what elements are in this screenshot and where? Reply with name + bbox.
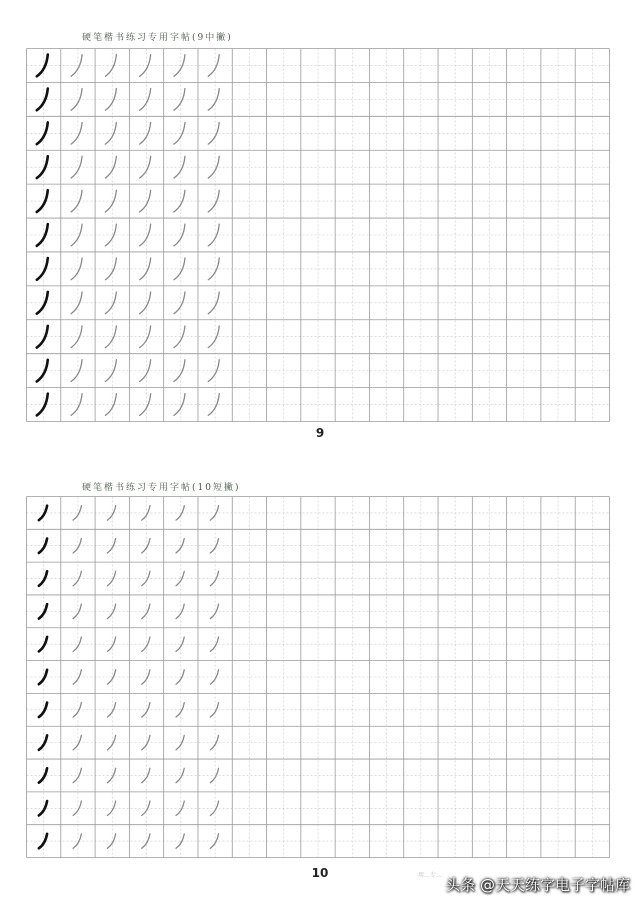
model-stroke xyxy=(37,89,48,111)
sheet-title: 硬笔楷书练习专用字帖(10短撇) xyxy=(82,483,241,493)
trace-stroke xyxy=(208,122,219,144)
trace-stroke xyxy=(140,89,151,111)
trace-stroke xyxy=(208,360,219,382)
trace-stroke xyxy=(208,224,219,246)
trace-stroke xyxy=(140,224,151,246)
trace-stroke xyxy=(140,394,151,416)
trace-stroke xyxy=(140,156,151,178)
watermark: 头条 @天天练字电子字帖库 xyxy=(445,876,630,894)
trace-stroke xyxy=(140,326,151,348)
sheet-title: 硬笔楷书练习专用字帖(9中撇) xyxy=(82,33,233,43)
model-stroke xyxy=(37,326,48,348)
trace-stroke xyxy=(208,326,219,348)
trace-stroke xyxy=(140,258,151,280)
page-number: 9 xyxy=(315,426,325,440)
trace-stroke xyxy=(208,89,219,111)
trace-stroke xyxy=(208,156,219,178)
trace-stroke xyxy=(140,360,151,382)
model-stroke xyxy=(37,360,48,382)
practice-grid xyxy=(26,496,610,858)
model-stroke xyxy=(37,156,48,178)
page-number: 10 xyxy=(311,866,329,880)
trace-stroke xyxy=(208,190,219,212)
model-stroke xyxy=(37,55,48,77)
model-stroke xyxy=(37,122,48,144)
trace-stroke xyxy=(140,122,151,144)
trace-stroke xyxy=(208,394,219,416)
trace-stroke xyxy=(140,292,151,314)
footer-note: 用…专… xyxy=(418,872,443,879)
model-stroke xyxy=(37,292,48,314)
trace-stroke xyxy=(140,190,151,212)
model-stroke xyxy=(37,258,48,280)
trace-stroke xyxy=(140,55,151,77)
model-stroke xyxy=(37,190,48,212)
trace-stroke xyxy=(208,55,219,77)
model-stroke xyxy=(37,394,48,416)
practice-grid xyxy=(26,48,610,422)
trace-stroke xyxy=(208,292,219,314)
model-stroke xyxy=(37,224,48,246)
trace-stroke xyxy=(208,258,219,280)
